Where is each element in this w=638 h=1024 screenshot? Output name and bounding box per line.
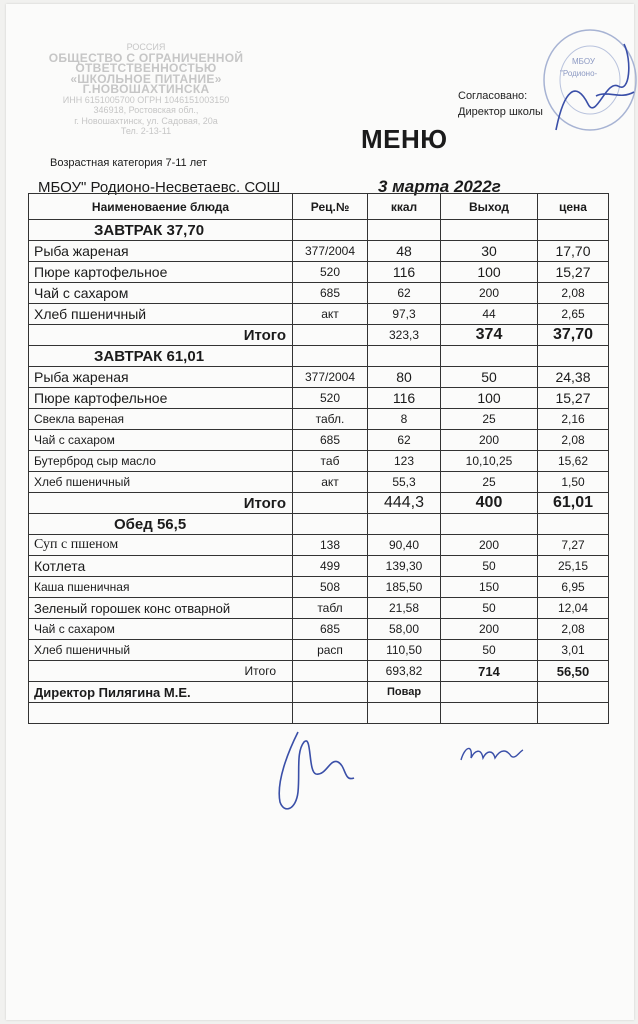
section-title: ЗАВТРАК 37,70 — [29, 220, 293, 241]
output-value: 50 — [441, 556, 538, 577]
organization-stamp — [36, 42, 256, 137]
table-header-row — [29, 194, 609, 220]
svg-text:МБОУ: МБОУ — [572, 57, 595, 66]
table-row — [29, 409, 609, 430]
recipe-number: 138 — [293, 535, 368, 556]
output-value: 100 — [441, 262, 538, 283]
total-output: 714 — [441, 661, 538, 682]
dish-name: Хлеб пшеничный — [29, 472, 293, 493]
output-value: 50 — [441, 640, 538, 661]
table-row — [29, 619, 609, 640]
price-value: 2,65 — [538, 304, 609, 325]
table-row — [29, 598, 609, 619]
menu-table — [28, 193, 609, 724]
recipe-number: таб — [293, 451, 368, 472]
table-row — [29, 367, 609, 388]
kcal-value: 139,30 — [368, 556, 441, 577]
stamp-line: Тел. 2-13-11 — [120, 126, 172, 136]
table-row — [29, 241, 609, 262]
output-value: 200 — [441, 430, 538, 451]
total-label: Итого — [29, 661, 293, 682]
output-value: 30 — [441, 241, 538, 262]
dish-name: Котлета — [29, 556, 293, 577]
school-name: МБОУ" Родионо-Несветаевс. СОШ — [38, 179, 281, 196]
recipe-number: расп — [293, 640, 368, 661]
kcal-value: 185,50 — [368, 577, 441, 598]
approval-block — [458, 88, 543, 120]
header-kcal: ккал — [368, 194, 441, 220]
dish-name: Пюре картофельное — [29, 388, 293, 409]
signature-row — [29, 682, 609, 703]
total-row — [29, 325, 609, 346]
dish-name: Рыба жареная — [29, 241, 293, 262]
dish-name: Хлеб пшеничный — [29, 640, 293, 661]
price-value: 12,04 — [538, 598, 609, 619]
table-row — [29, 388, 609, 409]
stamp-line: г. Новошахтинск, ул. Садовая, 20а — [74, 115, 218, 126]
price-value: 2,08 — [538, 619, 609, 640]
price-value: 2,16 — [538, 409, 609, 430]
dish-name: Зеленый горошек конс отварной — [29, 598, 293, 619]
section-row — [29, 514, 609, 535]
age-category: Возрастная категория 7-11 лет — [50, 157, 207, 169]
price-value: 2,08 — [538, 283, 609, 304]
approval-label: Согласовано: — [458, 90, 528, 102]
dish-name: Суп с пшеном — [29, 535, 293, 556]
recipe-number: 685 — [293, 430, 368, 451]
total-output: 374 — [441, 325, 538, 346]
stamp-line: ИНН 6151005700 ОГРН 1046151003150 — [62, 94, 230, 105]
stamp-line: Г.НОВОШАХТИНСКА — [82, 82, 210, 96]
page-title: МЕНЮ — [361, 124, 448, 154]
output-value: 50 — [441, 367, 538, 388]
recipe-number: 520 — [293, 262, 368, 283]
output-value: 50 — [441, 598, 538, 619]
output-value: 200 — [441, 283, 538, 304]
approval-role: Директор школы — [458, 106, 543, 118]
dish-name: Свекла вареная — [29, 409, 293, 430]
price-value: 7,27 — [538, 535, 609, 556]
dish-name: Хлеб пшеничный — [29, 304, 293, 325]
header-recipe: Рец.№ — [293, 194, 368, 220]
kcal-value: 116 — [368, 262, 441, 283]
kcal-value: 48 — [368, 241, 441, 262]
dish-name: Чай с сахаром — [29, 283, 293, 304]
recipe-number: 499 — [293, 556, 368, 577]
header-price: цена — [538, 194, 609, 220]
kcal-value: 55,3 — [368, 472, 441, 493]
price-value: 15,62 — [538, 451, 609, 472]
section-row — [29, 220, 609, 241]
output-value: 200 — [441, 535, 538, 556]
price-value: 15,27 — [538, 388, 609, 409]
dish-name: Чай с сахаром — [29, 430, 293, 451]
total-row — [29, 493, 609, 514]
cook-signature-label: Повар — [368, 682, 441, 703]
price-value: 25,15 — [538, 556, 609, 577]
kcal-value: 90,40 — [368, 535, 441, 556]
dish-name: Пюре картофельное — [29, 262, 293, 283]
recipe-number: табл. — [293, 409, 368, 430]
total-output: 400 — [441, 493, 538, 514]
recipe-number: 685 — [293, 283, 368, 304]
kcal-value: 80 — [368, 367, 441, 388]
output-value: 200 — [441, 619, 538, 640]
kcal-value: 21,58 — [368, 598, 441, 619]
kcal-value: 97,3 — [368, 304, 441, 325]
stamp-line: 346918, Ростовская обл., — [93, 105, 199, 115]
stamp-line: РОССИЯ — [126, 42, 166, 52]
table-row — [29, 577, 609, 598]
output-value: 25 — [441, 472, 538, 493]
dish-name: Каша пшеничная — [29, 577, 293, 598]
total-kcal: 693,82 — [368, 661, 441, 682]
kcal-value: 62 — [368, 283, 441, 304]
price-value: 24,38 — [538, 367, 609, 388]
price-value: 15,27 — [538, 262, 609, 283]
table-row — [29, 304, 609, 325]
recipe-number: 377/2004 — [293, 241, 368, 262]
price-value: 6,95 — [538, 577, 609, 598]
dish-name: Бутерброд сыр масло — [29, 451, 293, 472]
round-stamp-icon — [536, 20, 638, 150]
price-value: 1,50 — [538, 472, 609, 493]
total-price: 37,70 — [538, 325, 609, 346]
price-value: 2,08 — [538, 430, 609, 451]
blank-row — [29, 703, 609, 724]
section-title: Обед 56,5 — [29, 514, 293, 535]
dish-name: Чай с сахаром — [29, 619, 293, 640]
kcal-value: 62 — [368, 430, 441, 451]
output-value: 25 — [441, 409, 538, 430]
recipe-number: табл — [293, 598, 368, 619]
kcal-value: 123 — [368, 451, 441, 472]
director-signature-label: Директор Пилягина М.Е. — [29, 682, 293, 703]
output-value: 10,10,25 — [441, 451, 538, 472]
total-label: Итого — [29, 325, 293, 346]
table-row — [29, 430, 609, 451]
dish-name: Рыба жареная — [29, 367, 293, 388]
menu-date: 3 марта 2022г — [378, 177, 501, 196]
table-row — [29, 283, 609, 304]
table-row — [29, 472, 609, 493]
kcal-value: 110,50 — [368, 640, 441, 661]
total-price: 61,01 — [538, 493, 609, 514]
total-kcal: 444,3 — [368, 493, 441, 514]
kcal-value: 8 — [368, 409, 441, 430]
total-row — [29, 661, 609, 682]
total-label: Итого — [29, 493, 293, 514]
output-value: 100 — [441, 388, 538, 409]
recipe-number: 685 — [293, 619, 368, 640]
kcal-value: 58,00 — [368, 619, 441, 640]
kcal-value: 116 — [368, 388, 441, 409]
stamp-line: ОТВЕТСТВЕННОСТЬЮ — [75, 61, 217, 75]
recipe-number: 377/2004 — [293, 367, 368, 388]
table-row — [29, 640, 609, 661]
table-row — [29, 535, 609, 556]
stamp-line: ОБЩЕСТВО С ОГРАНИЧЕННОЙ — [48, 50, 244, 65]
table-row — [29, 556, 609, 577]
price-value: 3,01 — [538, 640, 609, 661]
header-dish: Наименоваение блюда — [29, 194, 293, 220]
price-value: 17,70 — [538, 241, 609, 262]
svg-text:"Родионо-: "Родионо- — [560, 69, 598, 78]
output-value: 150 — [441, 577, 538, 598]
header-output: Выход — [441, 194, 538, 220]
table-row — [29, 262, 609, 283]
stamp-line: «ШКОЛЬНОЕ ПИТАНИЕ» — [70, 71, 222, 86]
output-value: 44 — [441, 304, 538, 325]
section-title: ЗАВТРАК 61,01 — [29, 346, 293, 367]
total-kcal: 323,3 — [368, 325, 441, 346]
section-row — [29, 346, 609, 367]
recipe-number: 508 — [293, 577, 368, 598]
recipe-number: акт — [293, 472, 368, 493]
recipe-number: 520 — [293, 388, 368, 409]
total-price: 56,50 — [538, 661, 609, 682]
recipe-number: акт — [293, 304, 368, 325]
table-row — [29, 451, 609, 472]
